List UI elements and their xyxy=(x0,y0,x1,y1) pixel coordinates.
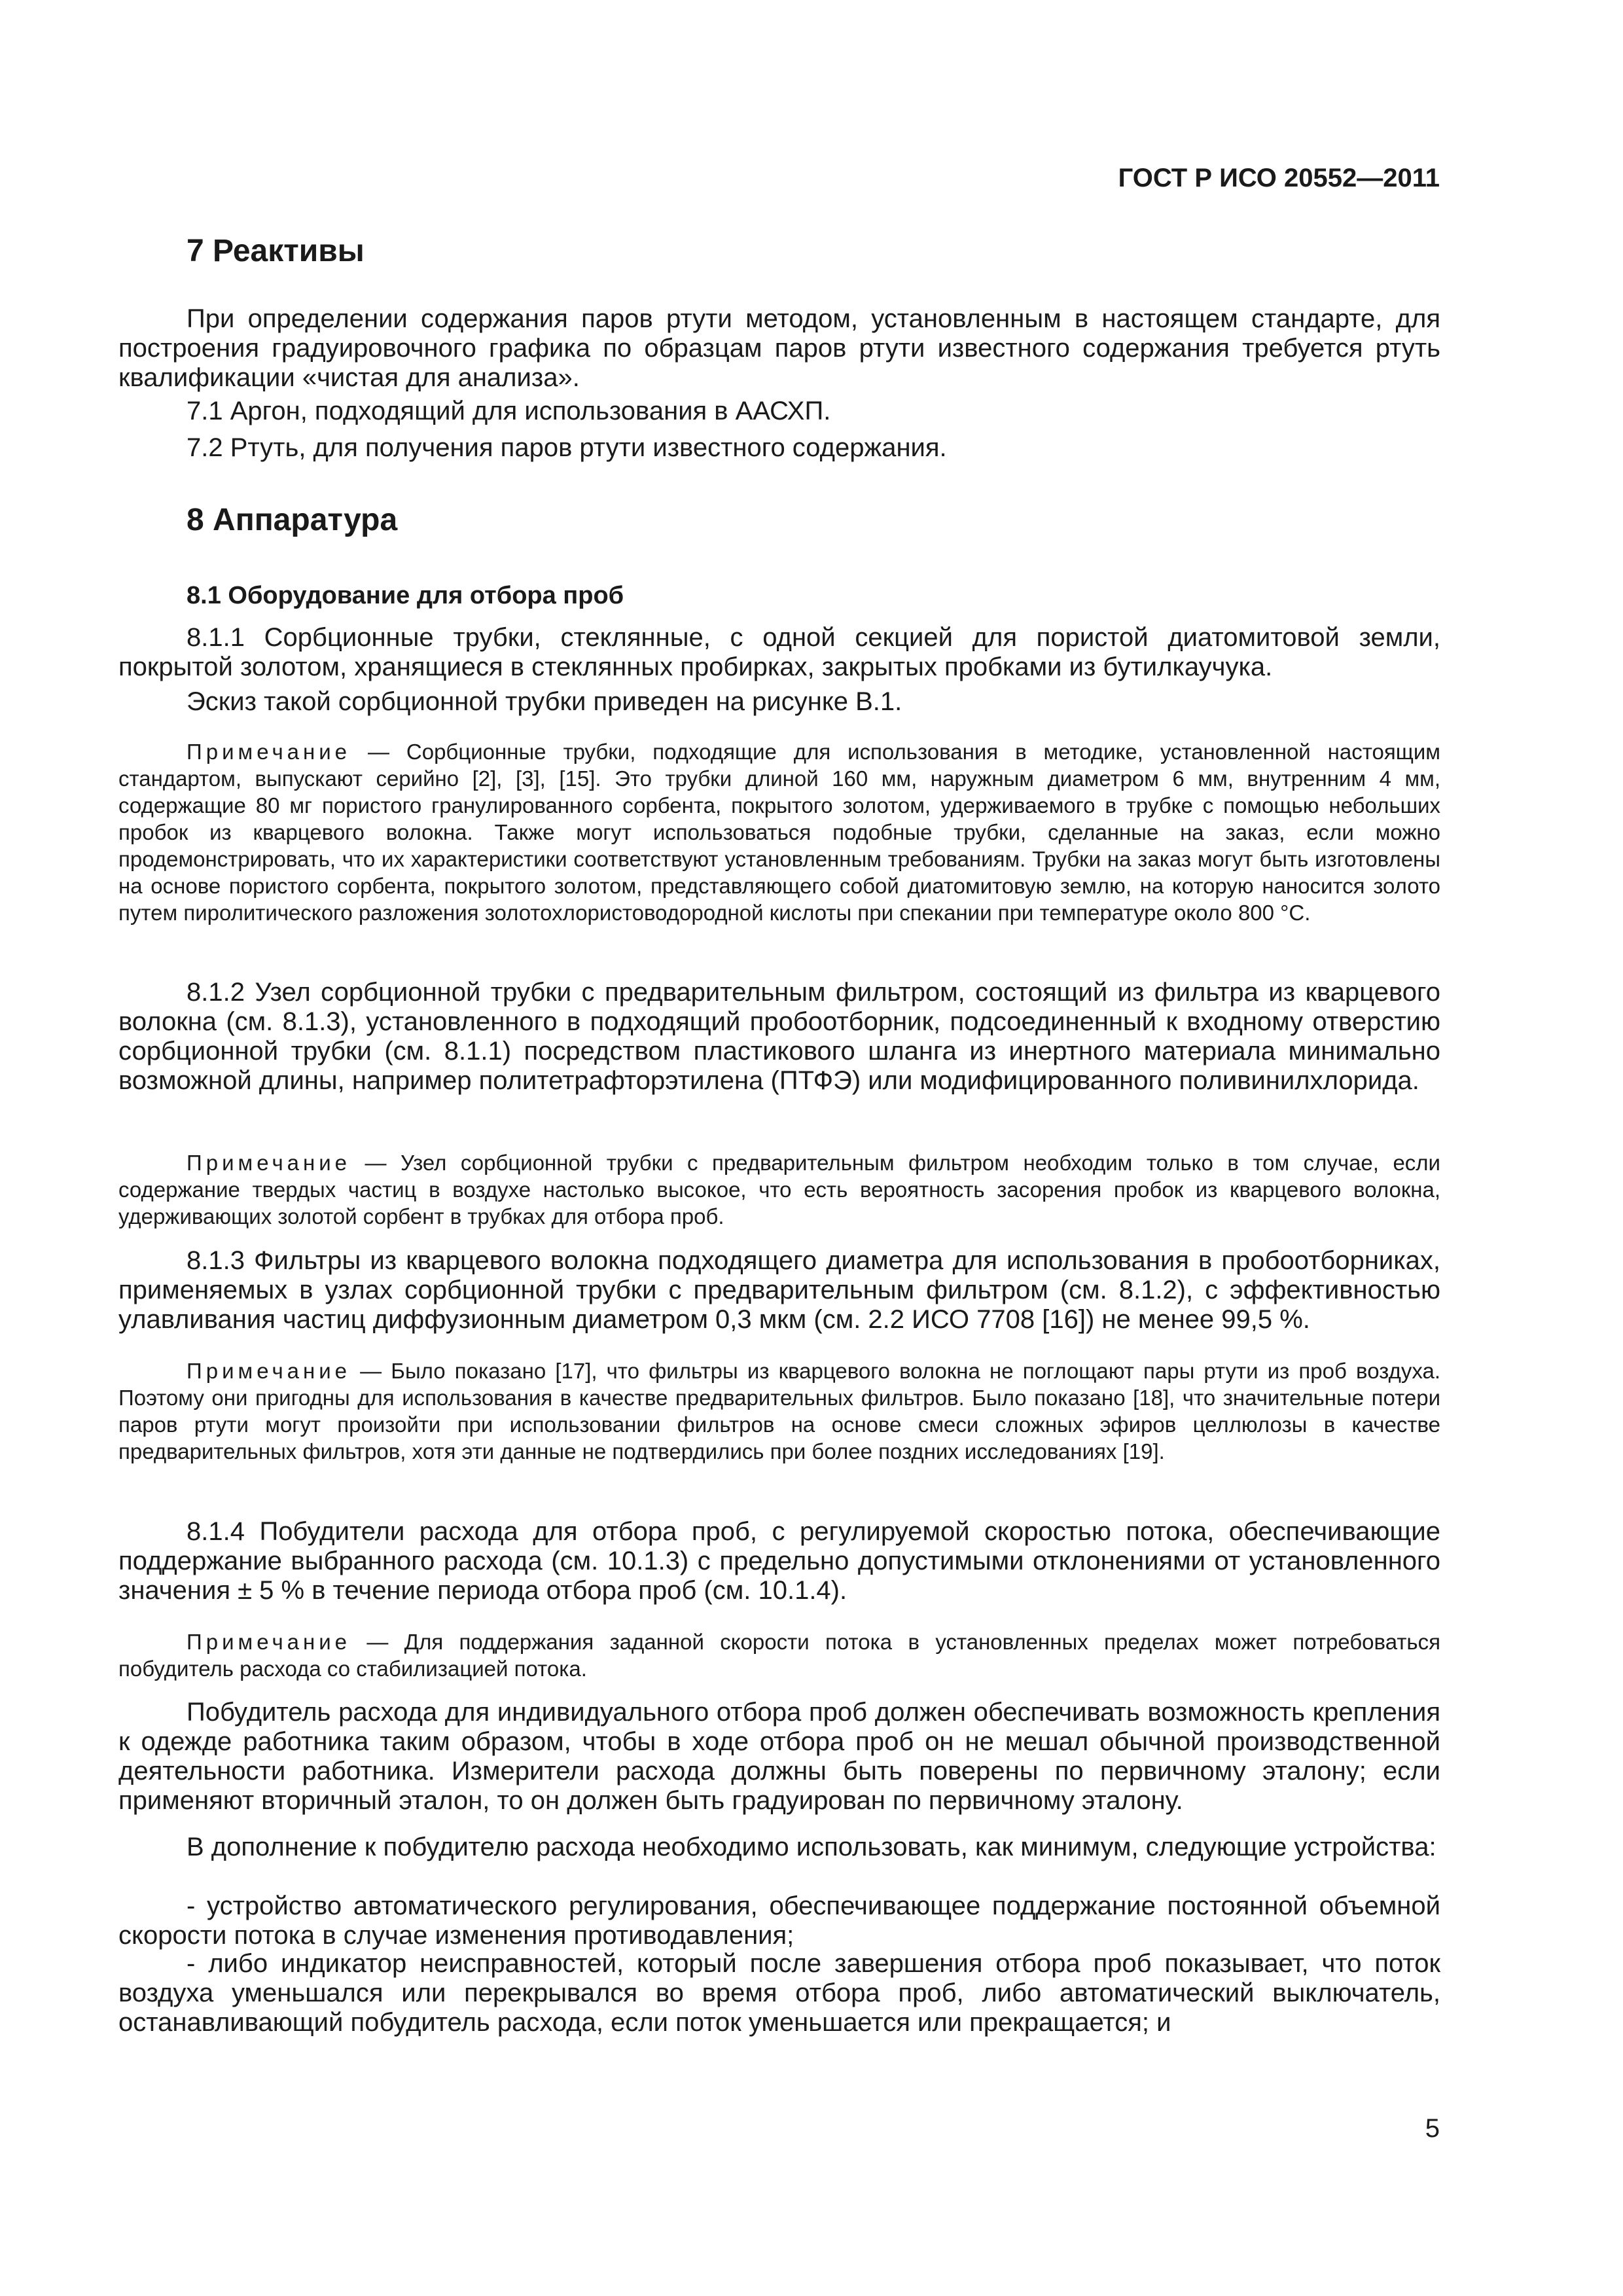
list-item-1-block xyxy=(118,1892,1440,1950)
section-8-heading: 8 Аппаратура xyxy=(187,503,398,537)
note-2-text: — Узел сорбционной трубки с предварительным фильтром необходим только в том случае, если содержание твердых частиц в воздухе настолько высокое, что есть вероятность засорения пробок из кварцевого волокна, удерживающих золотой сорбент в трубках для отбора проб. xyxy=(118,1151,1440,1229)
note-3-text: — Было показано [17], что фильтры из кварцевого волокна не поглощают пары ртути из проб воздуха. Поэтому они пригодны для использования в качестве предварительных фильтров. Было показано [18], что значительные потери паров ртути могут произойти при использовании фильтров на основе смеси сложных эфиров целлюлозы в качестве предварительных фильтров, хотя эти данные не подтвердились при более поздних исследованиях [19]. xyxy=(118,1359,1440,1463)
paragraph-8-1-1: 8.1.1 Сорбционные трубки, стеклянные, с одной секцией для пористой диатомитовой земли, покрытой золотом, хранящиеся в стеклянных пробирках, закрытых пробками из бутилкаучука. xyxy=(118,623,1440,681)
section-7-intro-paragraph: При определении содержания паров ртути методом, установленным в настоящем стандарте, для построения градуировочного графика по образцам паров ртути известного содержания требуется ртуть квалификации «чистая для анализа». xyxy=(118,304,1440,392)
paragraph-8-1-3-block xyxy=(118,1246,1440,1335)
list-item: - либо индикатор неисправностей, который после завершения отбора проб показывает, что поток воздуха уменьшался или перекрывался во время отбора проб, либо автоматический выключатель, останавливающий побудитель расхода, если поток уменьшается или прекращается; и xyxy=(118,1949,1440,2037)
note-4-label: Примечание xyxy=(187,1630,351,1654)
sketch-reference-block xyxy=(118,687,1440,717)
paragraph-addition-block xyxy=(118,1833,1440,1862)
paragraph-8-1-4-block xyxy=(118,1517,1440,1605)
subsection-8-1-heading: 8.1 Оборудование для отбора проб xyxy=(187,582,624,609)
section-7-heading-block xyxy=(118,232,1440,271)
note-4-text: — Для поддержания заданной скорости потока в установленных пределах может потребоваться побудитель расхода со стабилизацией потока. xyxy=(118,1630,1440,1681)
note-2-label: Примечание xyxy=(187,1151,351,1175)
page-number: 5 xyxy=(1425,2114,1440,2143)
section-7-intro-block xyxy=(118,304,1440,393)
paragraph-8-1-2-block xyxy=(118,978,1440,1096)
note-1 xyxy=(118,738,1440,926)
list-item-2-block xyxy=(118,1949,1440,2037)
subsection-8-1-heading-block xyxy=(118,580,1440,611)
note-3 xyxy=(118,1357,1440,1465)
sketch-reference: Эскиз такой сорбционной трубки приведен на рисунке В.1. xyxy=(187,687,902,716)
note-3-label: Примечание xyxy=(187,1359,351,1383)
paragraph-individual-block xyxy=(118,1698,1440,1816)
note-4 xyxy=(118,1628,1440,1682)
note-1-text: — Сорбционные трубки, подходящие для использования в методике, установленной настоящим стандартом, выпускают серийно [2], [3], [15]. Это трубки длиной 160 мм, наружным диаметром 6 мм, внутренним 4 мм, содержащие 80 мг пористого гранулированного сорбента, покрытого золотом, удерживаемого в трубке с помощью небольших пробок из кварцевого волокна. Также могут использоваться подобные трубки, сделанные на заказ, если можно продемонстрировать, что их характеристики соответствуют установленным требованиям. Трубки на заказ могут быть изготовлены на основе пористого сорбента, покрытого золотом, представляющего собой диатомитовую землю, на которую наносится золото путем пиролитического разложения золотохлористоводородной кислоты при спекании при температуре около 800 °C. xyxy=(118,740,1440,925)
paragraph-individual-sampling: Побудитель расхода для индивидуального отбора проб должен обеспечивать возможность крепления к одежде работника таким образом, чтобы в ходе отбора проб он не мешал обычной производственной деятельности работника. Измерители расхода должны быть поверены по первичному эталону; если применяют вторичный эталон, то он должен быть градуирован по первичному эталону. xyxy=(118,1698,1440,1815)
item-7-1-block xyxy=(118,397,1440,426)
note-1-block xyxy=(118,738,1440,926)
item-7-1: 7.1 Аргон, подходящий для использования в ААСХП. xyxy=(187,397,831,425)
paragraph-8-1-1-block xyxy=(118,623,1440,682)
item-7-2-block xyxy=(118,433,1440,463)
paragraph-8-1-2: 8.1.2 Узел сорбционной трубки с предварительным фильтром, состоящий из фильтра из кварцевого волокна (см. 8.1.3), установленного в подходящий пробоотборник, подсоединенный к входному отверстию сорбционной трубки (см. 8.1.1) посредством пластикового шланга из инертного материала минимально возможной длины, например политетрафторэтилена (ПТФЭ) или модифицированного поливинилхлорида. xyxy=(118,978,1440,1095)
note-4-block xyxy=(118,1628,1440,1682)
note-3-block xyxy=(118,1357,1440,1465)
note-2-block xyxy=(118,1149,1440,1230)
note-1-label: Примечание xyxy=(187,740,351,764)
paragraph-8-1-4: 8.1.4 Побудители расхода для отбора проб, с регулируемой скоростью потока, обеспечивающие поддержание выбранного расхода (см. 10.1.3) с предельно допустимыми отклонениями от установленного значения ± 5 % в течение периода отбора проб (см. 10.1.4). xyxy=(118,1517,1440,1605)
section-8-heading-block xyxy=(118,501,1440,540)
standard-designation: ГОСТ Р ИСО 20552—2011 xyxy=(1118,164,1440,192)
section-7-heading: 7 Реактивы xyxy=(187,234,365,268)
list-item: - устройство автоматического регулирования, обеспечивающее поддержание постоянной объемной скорости потока в случае изменения противодавления; xyxy=(118,1892,1440,1950)
paragraph-addition: В дополнение к побудителю расхода необходимо использовать, как минимум, следующие устройства: xyxy=(187,1833,1436,1861)
note-2 xyxy=(118,1149,1440,1230)
item-7-2: 7.2 Ртуть, для получения паров ртути известного содержания. xyxy=(187,433,947,462)
paragraph-8-1-3: 8.1.3 Фильтры из кварцевого волокна подходящего диаметра для использования в пробоотборниках, применяемых в узлах сорбционной трубки с предварительным фильтром (см. 8.1.2), с эффективностью улавливания частиц диффузионным диаметром 0,3 мкм (см. 2.2 ИСО 7708 [16]) не менее 99,5 %. xyxy=(118,1246,1440,1334)
